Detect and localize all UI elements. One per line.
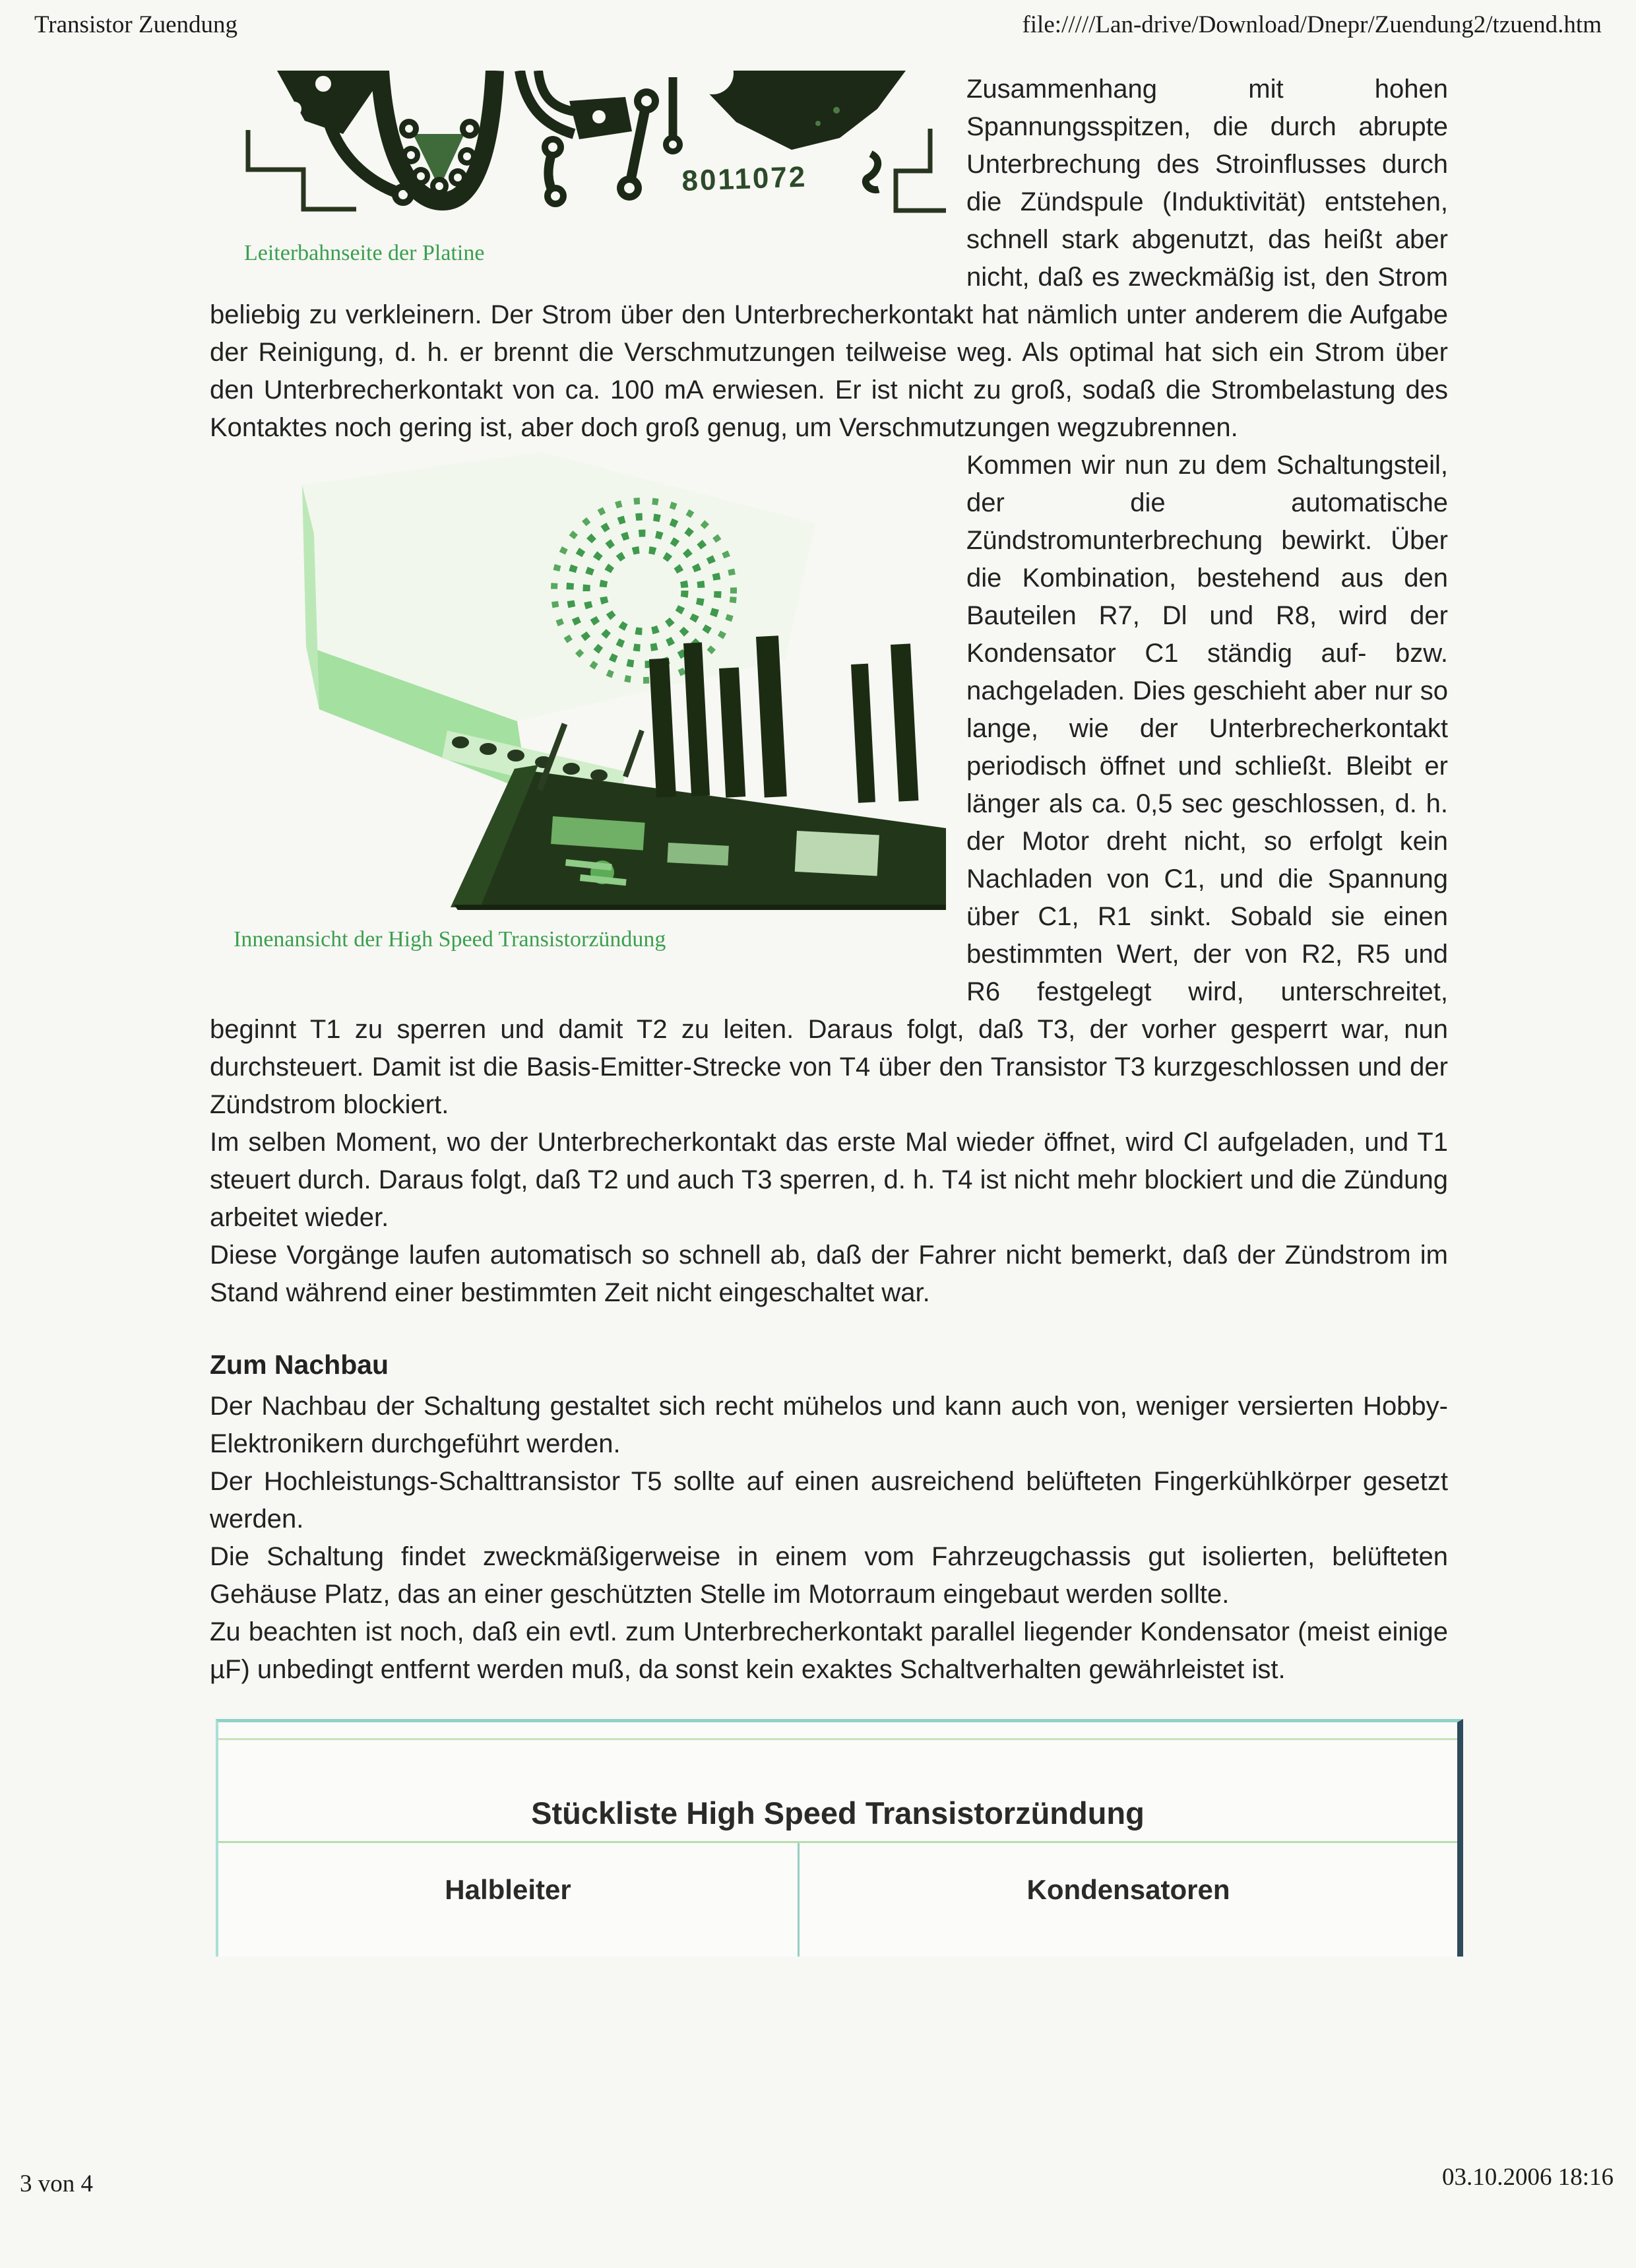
- figure-device-photo: [210, 447, 966, 998]
- page-content: [210, 71, 1448, 1957]
- pcb-caption: Leiterbahnseite der Platine: [244, 241, 485, 265]
- document-title: Transistor Zuendung: [34, 11, 237, 38]
- paragraph-nachbau-4: Zu beachten ist noch, daß ein evtl. zum Unterbrecherkontakt parallel liegender Kondensator (meist einige µF) unbedingt entfernt werden muß, da sonst kein exaktes Schaltverhalten gewährleistet ist.: [210, 1617, 1448, 1684]
- parts-list-table: [216, 1719, 1463, 1957]
- paragraph-current: Zusammenhang mit hohen Spannungsspitzen, die durch abrupte Unterbrechung des Stroinflusses durch die Zündspule (Induktivität) entstehen, schnell stark abgenutzt, das heißt aber nicht, daß es zweckmäßig ist, den Strom beliebig zu verkleinern. Der Strom über den Unterbrecherkontakt hat nämlich unter anderem die Aufgabe der Reinigung, d. h. er brennt die Verschmutzungen teilweise weg. Als optimal hat sich ein Strom über den Unterbrecherkontakt von ca. 100 mA erwiesen. Er ist nicht zu groß, sodaß die Strombelastung des Kontaktes noch gering ist, aber doch groß genug, um Verschmutzungen wegzubrennen.: [210, 75, 1448, 442]
- parts-list-title: Stückliste High Speed Transistorzündung: [531, 1796, 1145, 1831]
- paragraph-nachbau-1: Der Nachbau der Schaltung gestaltet sich recht mühelos und kann auch von, weniger versierten Hobby-Elektronikern durchgeführt werden.: [210, 1392, 1448, 1458]
- parts-list-header-row: [218, 1841, 1457, 1957]
- heading-zum-nachbau: Zum Nachbau: [210, 1349, 389, 1380]
- figure-pcb-traces: [210, 71, 966, 290]
- print-datetime: 03.10.2006 18:16: [1441, 2164, 1614, 2191]
- paragraph-automatic: Diese Vorgänge laufen automatisch so schnell ab, daß der Fahrer nicht bemerkt, daß der Zündstrom im Stand während einer bestimmten Zeit nicht eingeschaltet war.: [210, 1241, 1448, 1307]
- page-header: [0, 0, 1636, 39]
- document-file-path: file://///Lan-drive/Download/Dnepr/Zuendung2/tzuend.htm: [1022, 11, 1602, 38]
- paragraph-nachbau-3: Die Schaltung findet zweckmäßigerweise in einem vom Fahrzeugchassis gut isolierten, belüfteten Gehäuse Platz, das an einer geschützten Stelle im Motorraum eingebaut werden sollte.: [210, 1542, 1448, 1609]
- table-inner-top-border: [218, 1738, 1457, 1740]
- page-number: 3 von 4: [20, 2170, 93, 2197]
- device-caption: Innenansicht der High Speed Transistorzündung: [234, 927, 666, 952]
- pcb-trace-image: [243, 71, 952, 226]
- device-photo: [256, 447, 949, 910]
- paragraph-circuit-function: Kommen wir nun zu dem Schaltungsteil, der die automatische Zündstromunterbrechung bewirkt. Über die Kombination, bestehend aus den Bauteilen R7, Dl und R8, wird der Kondensator C1 ständig auf- bzw. nachgeladen. Dies geschieht aber nur so lange, wie der Unterbrecherkontakt periodisch öffnet und schließt. Bleibt er länger als ca. 0,5 sec geschlossen, d. h. der Motor dreht nicht, so erfolgt kein Nachladen von C1, und die Spannung über C1, R1 sinkt. Sobald sie einen bestimmten Wert, der von R2, R5 und R6 festgelegt wird, unterschreitet, beginnt T1 zu sperren und damit T2 zu leiten. Daraus folgt, daß T3, der vorher gesperrt war, nun durchsteuert. Damit ist die Basis-Emitter-Strecke von T4 über den Transistor T3 kurzgeschlossen und der Zündstrom blockiert.: [210, 451, 1448, 1119]
- column-header-kondensatoren: Kondensatoren: [1026, 1874, 1230, 1905]
- column-header-halbleiter: Halbleiter: [445, 1874, 571, 1905]
- paragraph-nachbau-2: Der Hochleistungs-Schalttransistor T5 sollte auf einen ausreichend belüfteten Fingerkühlkörper gesetzt werden.: [210, 1467, 1448, 1534]
- paragraph-reopen: Im selben Moment, wo der Unterbrecherkontakt das erste Mal wieder öffnet, wird Cl aufgeladen, und T1 steuert durch. Daraus folgt, daß T2 und auch T3 sperren, d. h. T4 ist nicht mehr blockiert und die Zündung arbeitet wieder.: [210, 1128, 1448, 1232]
- pcb-part-number: 8011072: [681, 160, 808, 197]
